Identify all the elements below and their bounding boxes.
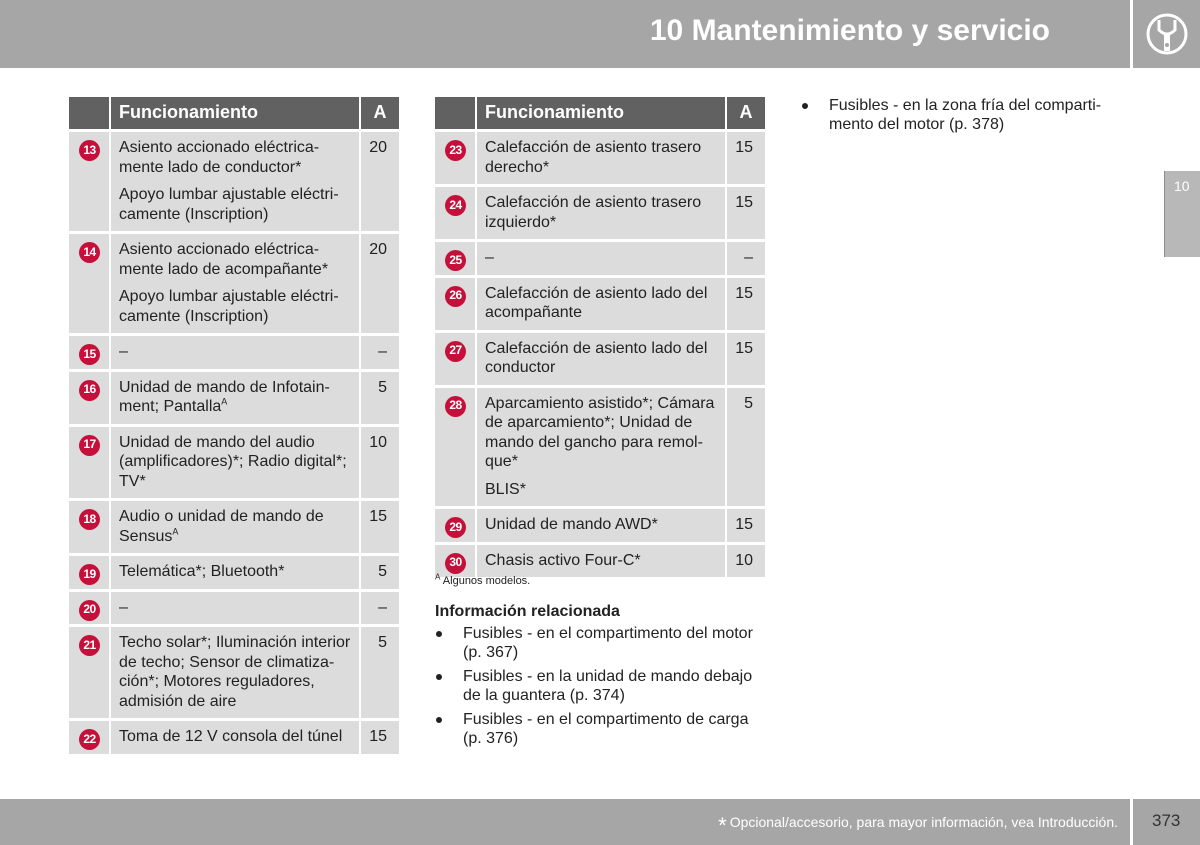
fuse-amperage: 15 xyxy=(727,129,765,184)
fuse-function: Calefacción de asiento trasero izquierdo* xyxy=(485,194,702,231)
fuse-amperage: 10 xyxy=(727,542,765,578)
right-column-list xyxy=(801,96,1111,139)
fuse-number-badge: 14 xyxy=(79,242,100,263)
number-column-header xyxy=(435,97,477,129)
amp-column-header: A xyxy=(727,97,765,129)
fuse-number-badge: 24 xyxy=(445,195,466,216)
fuse-amperage: 10 xyxy=(361,424,399,499)
fuse-function: Unidad de mando AWD* xyxy=(485,516,658,533)
fuse-number-badge: 25 xyxy=(445,250,466,271)
table-row xyxy=(69,231,399,333)
fuse-amperage: – xyxy=(727,239,765,275)
function-column-header: Funcionamiento xyxy=(477,97,727,129)
table-row xyxy=(69,424,399,499)
fuse-amperage: 15 xyxy=(727,184,765,239)
fuse-number-badge: 15 xyxy=(79,344,100,365)
table-row xyxy=(69,553,399,589)
chapter-side-tab[interactable] xyxy=(1164,171,1200,257)
table-row xyxy=(435,129,765,184)
related-link[interactable]: Fusibles - en la zona fría del comparti-mento del motor (p. 378) xyxy=(801,96,1111,134)
fuse-function: Apoyo lumbar ajustable eléctri-camente (Inscription) xyxy=(119,288,339,325)
fuse-function: Apoyo lumbar ajustable eléctri-camente (Inscription) xyxy=(119,186,339,223)
fuse-number-badge: 18 xyxy=(79,509,100,530)
optional-star: * xyxy=(718,813,727,838)
chapter-icon-box xyxy=(1131,0,1200,68)
fuse-function: – xyxy=(119,343,128,360)
fuse-number-badge: 20 xyxy=(79,600,100,621)
page-number: 373 xyxy=(1152,811,1181,830)
fuse-function: Calefacción de asiento lado del acompañante xyxy=(485,284,708,321)
side-tab-label: 10 xyxy=(1174,178,1190,194)
table-row xyxy=(435,506,765,542)
fuse-number-badge: 21 xyxy=(79,635,100,656)
fuse-table-right xyxy=(435,97,765,577)
fuse-amperage: 5 xyxy=(727,385,765,507)
fuse-number-badge: 27 xyxy=(445,341,466,362)
fuse-amperage: 15 xyxy=(727,330,765,385)
fuse-number-badge: 22 xyxy=(79,729,100,750)
table-row xyxy=(69,333,399,369)
number-column-header xyxy=(69,97,111,129)
table-row xyxy=(435,330,765,385)
fuse-number-badge: 28 xyxy=(445,396,466,417)
fuse-amperage: 20 xyxy=(361,231,399,333)
related-info-list xyxy=(435,624,765,753)
table-row xyxy=(69,129,399,231)
fuse-amperage: 15 xyxy=(361,498,399,553)
table-row xyxy=(435,542,765,578)
fuse-amperage: – xyxy=(361,589,399,625)
fuse-number-badge: 19 xyxy=(79,564,100,585)
fuse-number-badge: 23 xyxy=(445,140,466,161)
amp-column-header: A xyxy=(361,97,399,129)
fuse-function: Calefacción de asiento lado del conductor xyxy=(485,339,708,376)
fuse-number-badge: 13 xyxy=(79,140,100,161)
table-row xyxy=(435,275,765,330)
footer-note xyxy=(718,813,1118,839)
fuse-function: Aparcamiento asistido*; Cámara de aparcamiento*; Unidad de mando del gancho para remol-que* xyxy=(485,394,715,470)
fuse-amperage: 5 xyxy=(361,624,399,718)
table-row xyxy=(69,718,399,754)
footer-bar xyxy=(0,799,1130,845)
footnote-mark: A xyxy=(221,396,228,407)
related-link[interactable]: Fusibles - en la unidad de mando debajo de la guantera (p. 374) xyxy=(435,667,765,705)
table-row xyxy=(69,624,399,718)
related-link[interactable]: Fusibles - en el compartimento de carga (p. 376) xyxy=(435,710,765,748)
fuse-number-badge: 29 xyxy=(445,517,466,538)
fuse-function: Asiento accionado eléctrica-mente lado de acompañante* xyxy=(119,241,329,278)
fuse-amperage: 5 xyxy=(361,369,399,424)
fuse-amperage: 5 xyxy=(361,553,399,589)
fuse-function: BLIS* xyxy=(485,480,526,498)
fuse-amperage: 15 xyxy=(361,718,399,754)
footnote-text: Algunos modelos. xyxy=(442,575,531,587)
chapter-title: 10 Mantenimiento y servicio xyxy=(649,14,1050,47)
fuse-function: Telemática*; Bluetooth* xyxy=(119,563,285,580)
table-row xyxy=(69,589,399,625)
table-row xyxy=(435,184,765,239)
fuse-amperage: – xyxy=(361,333,399,369)
fuse-function: Unidad de mando del audio (amplificadores)*; Radio digital*; TV* xyxy=(119,433,347,490)
table-row xyxy=(435,385,765,507)
footer-note-text: Opcional/accesorio, para mayor información, vea Introducción. xyxy=(729,814,1118,830)
fuse-amperage: 15 xyxy=(727,506,765,542)
fuse-function: – xyxy=(119,598,128,616)
header-bar xyxy=(0,0,1130,68)
fuse-number-badge: 17 xyxy=(79,435,100,456)
fuse-function: Toma de 12 V consola del túnel xyxy=(119,728,343,745)
fuse-number-badge: 26 xyxy=(445,286,466,307)
footnote-mark: A xyxy=(435,572,441,582)
table-row xyxy=(69,369,399,424)
fuse-function: Chasis activo Four-C* xyxy=(485,551,641,569)
fuse-function: Unidad de mando de Infotain-ment; Pantalla xyxy=(119,378,330,415)
page-number-box xyxy=(1131,799,1200,845)
table-footnote xyxy=(435,572,531,587)
related-link[interactable]: Fusibles - en el compartimento del motor (p. 367) xyxy=(435,624,765,662)
footnote-mark: A xyxy=(172,526,179,537)
fuse-function: – xyxy=(485,249,494,266)
table-row xyxy=(435,239,765,275)
wrench-icon xyxy=(1145,12,1189,56)
function-column-header: Funcionamiento xyxy=(111,97,361,129)
fuse-table-left xyxy=(69,97,399,754)
fuse-number-badge: 30 xyxy=(445,553,466,574)
table-row xyxy=(69,498,399,553)
fuse-function: Asiento accionado eléctrica-mente lado de conductor* xyxy=(119,139,320,176)
fuse-number-badge: 16 xyxy=(79,380,100,401)
fuse-function: Audio o unidad de mando de Sensus xyxy=(119,508,324,545)
related-info-heading: Información relacionada xyxy=(435,603,620,620)
fuse-amperage: 20 xyxy=(361,129,399,231)
fuse-function: Calefacción de asiento trasero derecho* xyxy=(485,139,702,176)
fuse-function: Techo solar*; Iluminación interior de techo; Sensor de climatiza-ción*; Motores reguladores, admisión de aire xyxy=(119,634,351,710)
fuse-amperage: 15 xyxy=(727,275,765,330)
